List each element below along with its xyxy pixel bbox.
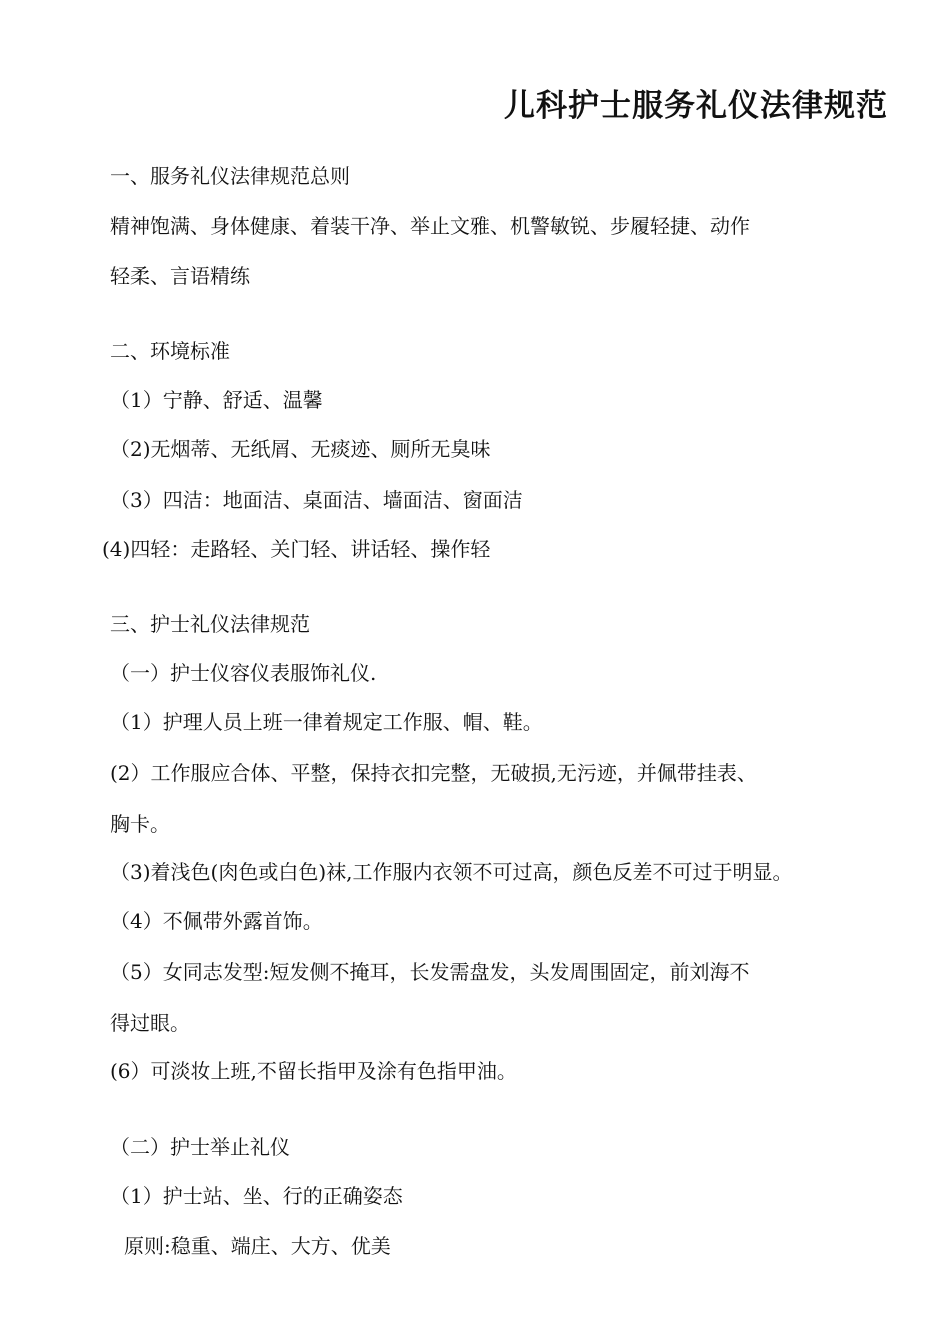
list-item: (6）可淡妆上班,不留长指甲及涂有色指甲油。 <box>110 1059 517 1083</box>
paragraph-line: 轻柔、言语精练 <box>110 264 250 288</box>
section-heading-1: 一、服务礼仪法律规范总则 <box>110 164 350 188</box>
section-heading-2: 二、环境标准 <box>110 339 230 363</box>
list-item: （1）护理人员上班一律着规定工作服、帽、鞋。 <box>110 710 543 734</box>
list-item: （4）不佩带外露首饰。 <box>110 909 323 933</box>
subsection-heading: （一）护士仪容仪表服饰礼仪. <box>110 661 377 685</box>
list-item: (2）工作服应合体、平整，保持衣扣完整，无破损,无污迹，并佩带挂表、 <box>110 761 757 785</box>
list-item: （3)着浅色(肉色或白色)袜,工作服内衣领不可过高，颜色反差不可过于明显。 <box>110 860 793 884</box>
paragraph-line: 精神饱满、身体健康、着装干净、举止文雅、机警敏锐、步履轻捷、动作 <box>110 214 750 238</box>
list-item: 得过眼。 <box>110 1011 190 1035</box>
document-title: 儿科护士服务礼仪法律规范 <box>504 88 888 124</box>
list-item: （3）四洁：地面洁、桌面洁、墙面洁、窗面洁 <box>110 488 523 512</box>
list-item: (4)四轻：走路轻、关门轻、讲话轻、操作轻 <box>102 537 491 561</box>
section-heading-3: 三、护士礼仪法律规范 <box>110 612 310 636</box>
list-item: （1）宁静、舒适、温馨 <box>110 388 323 412</box>
list-item: （5）女同志发型:短发侧不掩耳，长发需盘发，头发周围固定，前刘海不 <box>110 960 750 984</box>
list-item: （1）护士站、坐、行的正确姿态 <box>110 1184 403 1208</box>
list-item: 原则:稳重、端庄、大方、优美 <box>124 1234 391 1258</box>
list-item: （2)无烟蒂、无纸屑、无痰迹、厕所无臭味 <box>110 437 491 461</box>
subsection-heading: （二）护士举止礼仪 <box>110 1135 290 1159</box>
list-item: 胸卡。 <box>110 812 170 836</box>
